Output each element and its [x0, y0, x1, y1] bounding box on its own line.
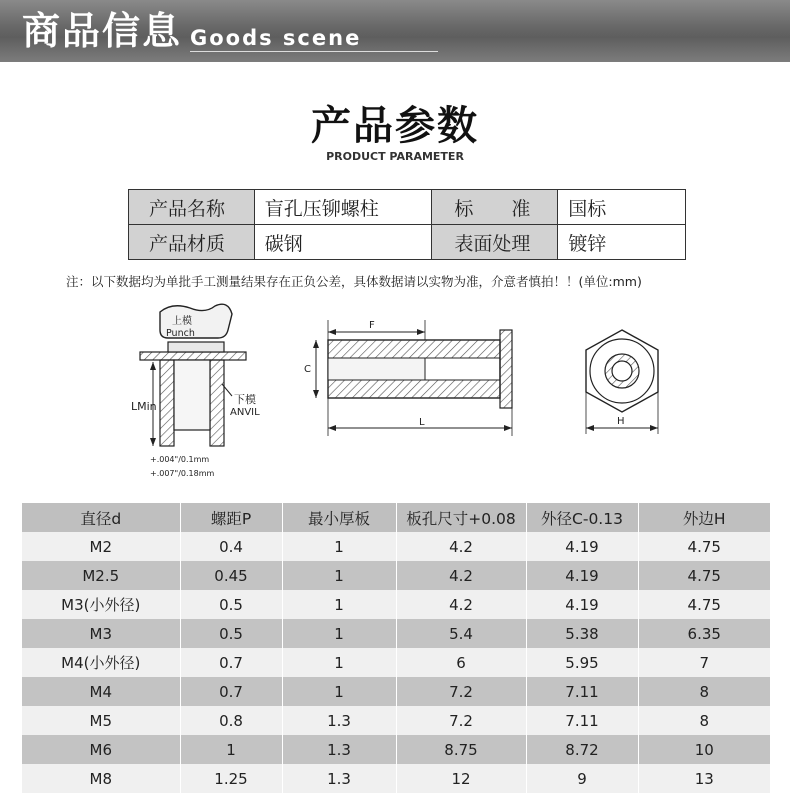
table-cell: 0.4: [180, 532, 282, 561]
side-section-diagram: [304, 320, 512, 436]
stud-head: [168, 342, 224, 352]
l-label: L: [419, 417, 425, 428]
table-row: [22, 706, 770, 735]
banner-subtitle: Goods scene: [190, 26, 362, 50]
surface-value: 镀锌: [558, 225, 686, 260]
name-value: 盲孔压铆螺柱: [254, 190, 432, 225]
info-row: [129, 190, 686, 225]
material-value: 碳钢: [254, 225, 432, 260]
product-info-table: [128, 189, 686, 260]
table-cell: 1: [282, 677, 396, 706]
table-cell: M2: [22, 532, 180, 561]
table-cell: 4.75: [638, 590, 770, 619]
table-cell: M6: [22, 735, 180, 764]
thread-bore: [328, 358, 425, 380]
h-arrow-left: [586, 425, 594, 431]
table-cell: 7.2: [396, 706, 526, 735]
anvil-cn-label: 下模: [234, 393, 256, 406]
table-cell: 4.2: [396, 532, 526, 561]
table-cell: 4.19: [526, 532, 638, 561]
table-row: [22, 648, 770, 677]
table-cell: M5: [22, 706, 180, 735]
installation-diagram: [131, 304, 260, 478]
header-min-sheet: 最小厚板: [282, 503, 396, 532]
table-cell: M3: [22, 619, 180, 648]
banner-title: 商品信息: [22, 9, 183, 53]
table-cell: 1.25: [180, 764, 282, 793]
header-hole-size: 板孔尺寸+0.08: [396, 503, 526, 532]
table-cell: 6.35: [638, 619, 770, 648]
c-arrow-up: [313, 340, 319, 348]
table-cell: 7.11: [526, 677, 638, 706]
table-row: [22, 561, 770, 590]
table-cell: M4(小外径): [22, 648, 180, 677]
lower-wall: [328, 380, 500, 398]
table-cell: 7: [638, 648, 770, 677]
c-arrow-down: [313, 390, 319, 398]
header-hex-h: 外边H: [638, 503, 770, 532]
table-cell: 4.19: [526, 590, 638, 619]
table-cell: 1.3: [282, 706, 396, 735]
stud-body: [174, 360, 210, 430]
hex-top-view-diagram: [586, 330, 658, 434]
table-cell: 1.3: [282, 735, 396, 764]
table-cell: 6: [396, 648, 526, 677]
table-cell: M4: [22, 677, 180, 706]
h-label: H: [617, 416, 625, 427]
table-cell: 8: [638, 677, 770, 706]
table-cell: 13: [638, 764, 770, 793]
table-cell: 0.8: [180, 706, 282, 735]
header-pitch: 螺距P: [180, 503, 282, 532]
lmin-arrow-down: [150, 438, 156, 446]
measurement-note: 注：以下数据均为单批手工测量结果存在正负公差，具体数据请以实物为准，介意者慎拍！！(单位:mm): [66, 274, 642, 289]
lmin-label: LMin: [131, 400, 157, 413]
name-label: 产品名称: [129, 190, 255, 225]
table-cell: 4.19: [526, 561, 638, 590]
spec-body: [22, 532, 770, 793]
table-cell: 1: [282, 619, 396, 648]
l-arrow-right: [504, 425, 512, 431]
table-cell: 12: [396, 764, 526, 793]
table-cell: 5.95: [526, 648, 638, 677]
tolerance-1: +.004"/0.1mm: [150, 455, 210, 464]
table-row: [22, 532, 770, 561]
table-cell: 4.2: [396, 561, 526, 590]
spec-header-row: [22, 503, 770, 532]
table-cell: 1: [282, 561, 396, 590]
table-cell: 4.75: [638, 532, 770, 561]
table-cell: 5.4: [396, 619, 526, 648]
stud-head-flange: [500, 330, 512, 408]
table-cell: 1: [282, 532, 396, 561]
f-arrow-right: [417, 329, 425, 335]
standard-value: 国标: [558, 190, 686, 225]
table-cell: M2.5: [22, 561, 180, 590]
spec-table: [22, 503, 770, 793]
header-diameter: 直径d: [22, 503, 180, 532]
upper-wall: [328, 340, 500, 358]
table-cell: 1.3: [282, 764, 396, 793]
anvil-right: [210, 360, 224, 446]
l-arrow-left: [328, 425, 336, 431]
page-title: 产品参数: [311, 103, 479, 149]
sheet-plate: [140, 352, 246, 360]
material-label: 产品材质: [129, 225, 255, 260]
table-cell: 0.7: [180, 677, 282, 706]
header-outer-dia: 外径C-0.13: [526, 503, 638, 532]
table-cell: 1: [282, 590, 396, 619]
table-cell: 5.38: [526, 619, 638, 648]
header-banner: [0, 0, 790, 62]
bore: [612, 361, 632, 381]
table-cell: M8: [22, 764, 180, 793]
table-cell: 0.45: [180, 561, 282, 590]
banner-underline: [190, 51, 438, 52]
table-cell: 9: [526, 764, 638, 793]
table-cell: 4.2: [396, 590, 526, 619]
tolerance-2: +.007"/0.18mm: [150, 469, 215, 478]
table-cell: 10: [638, 735, 770, 764]
table-cell: 4.75: [638, 561, 770, 590]
table-cell: 0.5: [180, 590, 282, 619]
table-cell: 0.5: [180, 619, 282, 648]
table-row: [22, 619, 770, 648]
standard-label: 标 准: [432, 190, 558, 225]
table-cell: 8: [638, 706, 770, 735]
table-cell: 7.11: [526, 706, 638, 735]
punch-en-label: Punch: [166, 328, 195, 339]
page-subtitle: PRODUCT PARAMETER: [326, 150, 464, 163]
table-cell: 1: [180, 735, 282, 764]
info-row: [129, 225, 686, 260]
table-row: [22, 590, 770, 619]
table-row: [22, 764, 770, 793]
table-cell: 7.2: [396, 677, 526, 706]
technical-diagrams: [0, 300, 790, 490]
anvil-left: [160, 360, 174, 446]
table-row: [22, 735, 770, 764]
table-cell: 8.75: [396, 735, 526, 764]
table-row: [22, 677, 770, 706]
h-arrow-right: [650, 425, 658, 431]
anvil-en-label: ANVIL: [230, 407, 260, 418]
f-arrow-left: [328, 329, 336, 335]
table-cell: 0.7: [180, 648, 282, 677]
lmin-arrow-up: [150, 362, 156, 370]
c-label: C: [304, 364, 311, 375]
f-label: F: [369, 320, 375, 331]
punch-cn-label: 上模: [172, 316, 192, 327]
table-cell: M3(小外径): [22, 590, 180, 619]
table-cell: 1: [282, 648, 396, 677]
table-cell: 8.72: [526, 735, 638, 764]
surface-label: 表面处理: [432, 225, 558, 260]
